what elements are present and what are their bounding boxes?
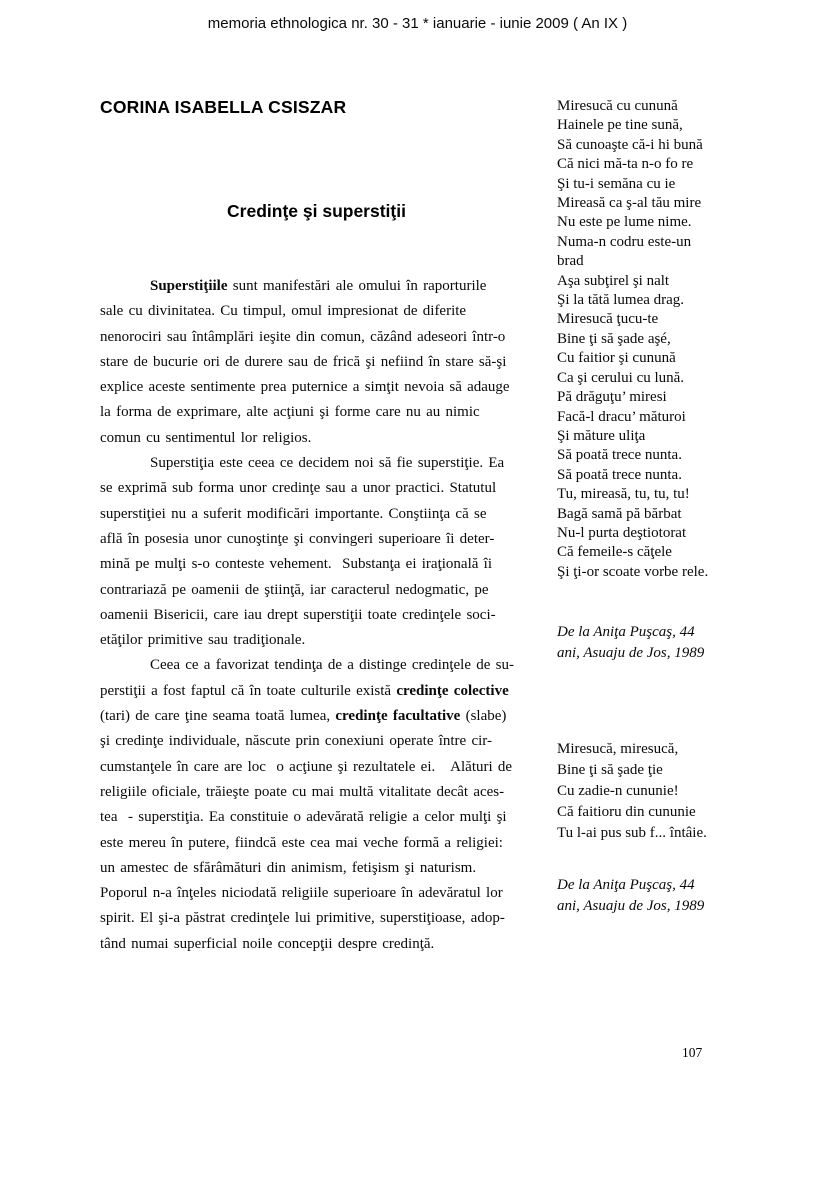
paragraph-line (100, 274, 545, 299)
poem-line: Să cunoaşte că-i hi bună (557, 136, 703, 153)
paragraph-line (100, 805, 545, 830)
paragraph-line (100, 476, 545, 501)
poem-line: Mireasă ca ş-al tău mire (557, 195, 702, 212)
text: Ceea ce a favorizat tendinţa de a distinge credinţele de su- (150, 657, 514, 674)
poem-line: Ca şi cerului cu lună. (557, 369, 685, 386)
paragraph-line (100, 502, 545, 527)
paragraph-line (100, 679, 545, 704)
text: spirit. El şi-a păstrat credinţele lui primitive, superstiţioase, adop- (100, 910, 505, 927)
paragraph-line (100, 400, 545, 425)
text: (slabe) (460, 708, 507, 725)
poem-line: Pă drăguţu’ miresi (557, 389, 667, 406)
poem-line: Cu zadie-n cununie! (557, 783, 679, 800)
bold-text: credinţe colective (396, 682, 509, 699)
text: superstiţiei nu a suferit modificări importante. Conştiinţa că se (100, 505, 487, 522)
text: la forma de exprimare, alte acţiuni şi forme care nu au nimic (100, 404, 480, 421)
poem-line: Nu este pe lume nime. (557, 214, 692, 231)
article-title: Credinţe şi superstiţii (227, 201, 406, 221)
poem-line: Să poată trece nunta. (557, 447, 682, 464)
author-name: CORINA ISABELLA CSISZAR (100, 97, 347, 117)
poem-line: Bine ţi să şade ţie (557, 762, 663, 779)
poem-attribution (557, 622, 772, 663)
poem-line: Nu-l purta deştiotorat (557, 524, 687, 541)
bold-text: credinţe facultative (335, 708, 461, 725)
poem-line: Numa-n codru este-un (557, 233, 692, 250)
text: (tari) de care ţine seama toată lumea, (100, 708, 336, 725)
attribution-line: De la Aniţa Puşcaş, 44 (557, 624, 695, 641)
paragraph-line (100, 603, 545, 628)
paragraph-line (100, 780, 545, 805)
page-number: 107 (682, 1045, 703, 1060)
paragraph-line (100, 653, 545, 678)
paragraph-line (100, 729, 545, 754)
attribution-line: ani, Asuaju de Jos, 1989 (557, 897, 705, 914)
text: un amestec de sfărâmături din animism, fetişism şi naturism. (100, 859, 477, 876)
text: stare de bucurie ori de durere sau de frică şi nefiind în stare să-şi (100, 353, 507, 370)
paragraph-line (100, 375, 545, 400)
text: explice aceste sentimente prea puternice a simţit nevoia să adauge (100, 379, 510, 396)
poem (557, 739, 772, 916)
paragraph-line (100, 350, 545, 375)
text: mină pe mulţi s-o conteste vehement. Substanţa ei iraţională îi (100, 556, 492, 573)
text: cumstanţele în care are loc o acţiune şi rezultatele ei. Alături de (100, 758, 513, 775)
text: se exprimă sub forma unor credinţe sau a unor practici. Statutul (100, 480, 497, 497)
paragraph-line (100, 856, 545, 881)
paragraph-line (100, 831, 545, 856)
paragraph-line (100, 527, 545, 552)
paragraph-line (100, 704, 545, 729)
text: comun cu sentimentul lor religios. (100, 429, 312, 446)
poem-line: Să poată trece nunta. (557, 466, 682, 483)
poem-line: Şi ţi-or scoate vorbe rele. (557, 563, 709, 580)
paragraph-line (100, 451, 545, 476)
poem-line: Facă-l dracu’ măturoi (557, 408, 686, 425)
poem-line: Tu l-ai pus sub f... întâie. (557, 825, 707, 842)
poem-attribution (557, 875, 772, 916)
poem-line: Cu faitior şi cunună (557, 350, 676, 367)
text: religiile oficiale, trăieşte poate cu mai multă vitalitate decât aces- (100, 783, 505, 800)
poem-line: Miresucă, miresucă, (557, 741, 679, 758)
paragraph (100, 274, 545, 451)
text: află în posesia unor cunoştinţe şi convingeri superioare îi deter- (100, 530, 495, 547)
paragraph-line (100, 906, 545, 931)
paragraph-line (100, 755, 545, 780)
poem-line: Că nici mă-ta n-o fo re (557, 156, 694, 173)
poem-line: Bagă samă pă bărbat (557, 505, 682, 522)
journal-header: memoria ethnologica nr. 30 - 31 * ianuarie - iunie 2009 ( An IX ) (207, 15, 628, 32)
poem-line: Şi măture uliţa (557, 427, 646, 444)
text: tea - superstiţia. Ea constituie o adevărată religie a celor mulţi şi (100, 809, 507, 826)
poem-line: Tu, mireasă, tu, tu, tu! (557, 486, 690, 503)
paragraph-line (100, 325, 545, 350)
text: perstiţii a fost faptul că în toate culturile există (100, 682, 397, 699)
text: sunt manifestări ale omului în raporturile (227, 278, 487, 294)
text: contrariază pe oamenii de ştiinţă, iar caracterul nedogmatic, pe (100, 581, 489, 598)
paragraph-line (100, 881, 545, 906)
text: şi credinţe individuale, născute prin conexiuni operate între cir- (100, 733, 492, 750)
paragraph-line (100, 578, 545, 603)
paragraph (100, 451, 545, 653)
text: oamenii Bisericii, care iau drept superstiţii toate credinţele soci- (100, 606, 496, 623)
paragraph-line (100, 932, 545, 957)
attribution-line: ani, Asuaju de Jos, 1989 (557, 644, 705, 661)
attribution-line: De la Aniţa Puşcaş, 44 (557, 877, 695, 894)
text: tând numai superficial noile concepţii despre credinţă. (100, 935, 435, 952)
article-paragraphs (100, 274, 545, 957)
paragraph-line (100, 426, 545, 451)
poem-line: Hainele pe tine sună, (557, 117, 683, 134)
poem-line: Că faitioru din cununie (557, 804, 696, 821)
bold-text: Superstiţiile (150, 278, 228, 294)
paragraph (100, 653, 545, 957)
text: Superstiţia este ceea ce decidem noi să fie superstiţie. Ea (150, 455, 505, 472)
poem-line: Miresucă cu cunună (557, 98, 678, 114)
poem-line: Şi tu-i semăna cu ie (557, 175, 676, 192)
poem-line: Că femeile-s căţele (557, 544, 672, 561)
poem (557, 97, 772, 663)
text: sale cu divinitatea. Cu timpul, omul impresionat de diferite (100, 303, 467, 320)
poem-line: Aşa subţirel şi nalt (557, 272, 670, 289)
text: etăţilor primitive sau tradiţionale. (100, 632, 306, 649)
poem-line: brad (557, 253, 584, 270)
paragraph-line (100, 299, 545, 324)
paragraph-line (100, 628, 545, 653)
paragraph-line (100, 552, 545, 577)
sidebar-poems (557, 97, 772, 916)
poem-line: Şi la tătă lumea drag. (557, 292, 685, 309)
poem-line: Miresucă ţucu-te (557, 311, 659, 328)
text: este mereu în putere, fiindcă este cea mai veche formă a religiei: (100, 834, 503, 851)
text: nenorociri sau întâmplări ieşite din comun, căzând adeseori într-o (100, 328, 506, 345)
text: Poporul n-a înţeles niciodată religiile superioare în adevăratul lor (100, 885, 503, 902)
poem-line: Bine ţi să şade aşé, (557, 330, 671, 347)
